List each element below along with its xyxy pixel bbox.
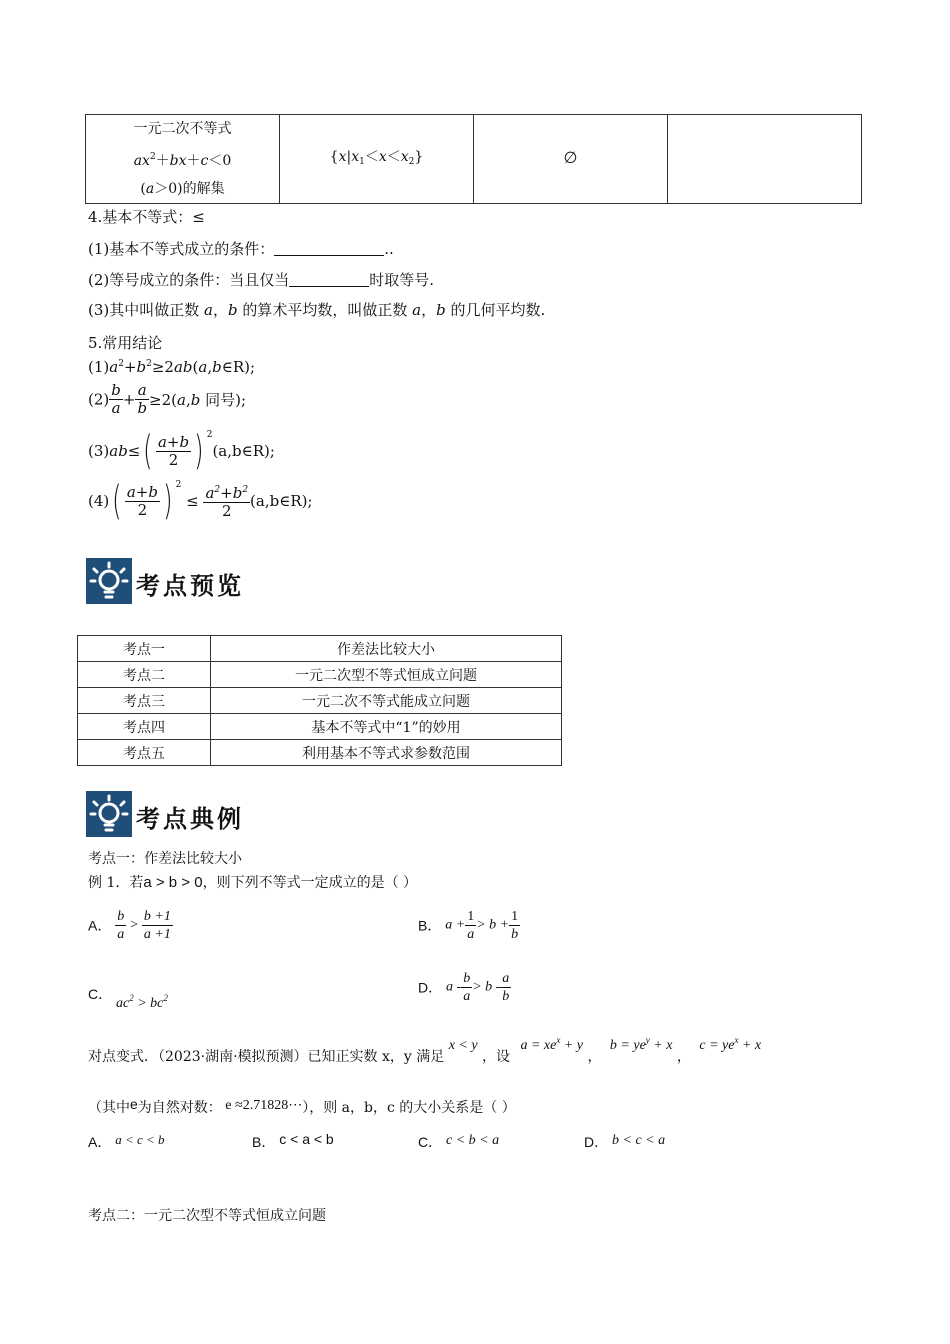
keypoint-1-heading: 考点一：作差法比较大小 xyxy=(88,851,242,867)
variant-text: ， xyxy=(676,1049,691,1065)
fraction-b-over-a: $\frac{b}{a}$ xyxy=(117,909,125,942)
question-condition: a > b > 0 xyxy=(143,874,203,891)
fraction-b-over-a: $\frac{b}{a}$ xyxy=(111,381,121,417)
keypoint-topic: 一元二次不等式能成立问题 xyxy=(211,688,562,714)
empty-set-symbol: ∅ xyxy=(563,150,578,167)
fraction-b1-over-a1: $\frac{b +1}{a +1}$ xyxy=(143,909,171,942)
formula-1: $(1)a^2+b^2\ge 2ab(a,b\in R)$; xyxy=(88,358,256,376)
equality-suffix: 时取等号. xyxy=(369,271,435,289)
lightbulb-icon xyxy=(86,791,132,837)
fraction-sum-over-2: $\frac{a+b}{2}$ xyxy=(126,482,158,519)
keypoint-2-heading: 考点二：一元二次型不等式恒成立问题 xyxy=(88,1208,326,1224)
keypoint-label: 考点四 xyxy=(78,714,211,740)
variant-option-d[interactable] xyxy=(584,1132,665,1152)
option-b[interactable]: B． a + $\frac{1}{a}$ > b + $\frac{1}{b}$ xyxy=(418,909,519,942)
formula-2: (2) $\frac{b}{a}$ + $\frac{a}{b}$ ≥2(a,b 同号); xyxy=(88,381,247,417)
fraction-1-over-b: $\frac{1}{b}$ xyxy=(511,909,519,942)
example-1-question xyxy=(88,872,417,892)
keypoint-label: 考点二 xyxy=(78,662,211,688)
variant-text: （其中 xyxy=(88,1100,130,1116)
fraction-a-over-b: $\frac{a}{b}$ xyxy=(137,381,148,417)
question-prefix: 例 1．若 xyxy=(88,875,144,891)
condition-line xyxy=(88,238,394,259)
empty-set-cell xyxy=(474,115,668,204)
keypoint-preview-table xyxy=(77,635,562,766)
option-expression: c < a < b xyxy=(279,1131,334,1147)
keypoint-topic: 作差法比较大小 xyxy=(211,636,562,662)
option-label: D． xyxy=(584,1134,609,1150)
option-expression: a < c < b xyxy=(115,1132,165,1147)
variant-text: ），则 a，b，c 的大小关系是（ ） xyxy=(302,1100,516,1116)
section-title: 考点典例 xyxy=(136,804,244,833)
formula-index: (4) xyxy=(88,492,110,510)
keypoint-topic: 基本不等式中“1”的妙用 xyxy=(211,714,562,740)
fraction-squares-over-2: $\frac{a^2+b^2}{2}$ xyxy=(205,484,249,520)
formula-index: (2) xyxy=(88,390,110,409)
variant-option-a[interactable] xyxy=(88,1132,165,1152)
option-a[interactable]: A． $\frac{b}{a}$ > $\frac{b +1}{a +1}$ xyxy=(88,909,171,942)
option-expression: c < b < a xyxy=(446,1133,500,1148)
option-label: A． xyxy=(88,917,112,934)
variant-question-line-2: （其中e为自然对数： e ≈2.71828⋯），则 a，b，c 的大小关系是（ ） xyxy=(88,1096,516,1116)
blank-underline xyxy=(274,241,384,256)
inequality-cell xyxy=(86,115,280,204)
option-expression: b < c < a xyxy=(612,1133,666,1148)
fraction-a-over-b: $\frac{a}{b}$ xyxy=(502,971,510,1004)
solution-cell: $\{x|x_1<x<x_2\}$ xyxy=(280,115,474,204)
solution-set-table xyxy=(85,114,862,204)
examples-section-header xyxy=(86,791,346,839)
formula-4: (4)( $\frac{a+b}{2}$ ) $^2$ ≤ $\frac{a^2+b^2}{2}$ (a,b∈R); xyxy=(88,478,313,524)
keypoint-topic: 一元二次型不等式恒成立问题 xyxy=(211,662,562,688)
lightbulb-icon xyxy=(86,558,132,604)
variant-text: ， xyxy=(587,1049,602,1065)
preview-section-header xyxy=(86,558,346,606)
option-label: B． xyxy=(418,917,442,934)
option-label: D． xyxy=(418,979,443,996)
dots: .. xyxy=(384,240,394,258)
table-row xyxy=(78,714,562,740)
keypoint-label: 考点一 xyxy=(78,636,211,662)
option-label: C． xyxy=(418,1134,443,1150)
fraction-b-over-a: $\frac{b}{a}$ xyxy=(463,971,471,1004)
formula-suffix: (a,b∈R); xyxy=(212,442,275,460)
table-row xyxy=(78,740,562,766)
cell-line: (a＞0)的解集 xyxy=(140,181,225,197)
section-5-heading: 5.常用结论 xyxy=(88,334,163,352)
variant-text: 对点变式．（2023·湖南·模拟预测）已知正实数 x，y 满足 xyxy=(88,1049,445,1065)
section-title: 考点预览 xyxy=(136,571,244,600)
equality-line xyxy=(88,269,434,290)
keypoint-label: 考点五 xyxy=(78,740,211,766)
blank-underline xyxy=(289,272,369,287)
option-d[interactable]: D． a - $\frac{b}{a}$ > b - $\frac{a}{b}$ xyxy=(418,971,510,1004)
blank-cell xyxy=(668,115,862,204)
section-4-heading: 4.基本不等式：≤ xyxy=(88,208,205,226)
equality-label: (2)等号成立的条件：当且仅当 xyxy=(88,271,290,289)
fraction-1-over-a: $\frac{1}{a}$ xyxy=(467,909,475,942)
fraction-sum-over-2: $\frac{a+b}{2}$ xyxy=(157,432,190,469)
table-row xyxy=(78,636,562,662)
variant-option-c[interactable] xyxy=(418,1132,499,1152)
option-label: A． xyxy=(88,1134,112,1150)
table-row xyxy=(78,688,562,714)
variant-text: ，设 xyxy=(482,1049,511,1065)
cell-line: 一元二次不等式 xyxy=(133,121,232,137)
formula-suffix: (a,b∈R); xyxy=(250,492,313,510)
keypoint-label: 考点三 xyxy=(78,688,211,714)
variant-option-b[interactable] xyxy=(252,1132,334,1152)
option-label: C． xyxy=(88,986,113,1002)
cell-line: $ax^2+bx+c<0$ xyxy=(133,152,232,169)
variant-text: 为自然对数： xyxy=(137,1100,222,1116)
option-c[interactable]: C． $ac^2 > bc^2$ xyxy=(88,986,168,1011)
mean-line: (3)其中叫做正数 a，b 的算术平均数，叫做正数 a，b 的几何平均数. xyxy=(88,301,546,319)
keypoint-topic: 利用基本不等式求参数范围 xyxy=(211,740,562,766)
table-row xyxy=(78,662,562,688)
formula-3: (3)ab≤( $\frac{a+b}{2}$ ) $^2$(a,b∈R); xyxy=(88,428,275,474)
variant-question-line-1: 对点变式．（2023·湖南·模拟预测）已知正实数 x，y 满足 x < y ，设 $a = xe^x + y$ ， $b = ye^y + x$ ， $c = ye^x + x$ xyxy=(88,1035,762,1065)
option-label: B． xyxy=(252,1134,276,1150)
condition-label: (1)基本不等式成立的条件： xyxy=(88,240,275,258)
question-suffix: ，则下列不等式一定成立的是（ ） xyxy=(202,875,418,891)
